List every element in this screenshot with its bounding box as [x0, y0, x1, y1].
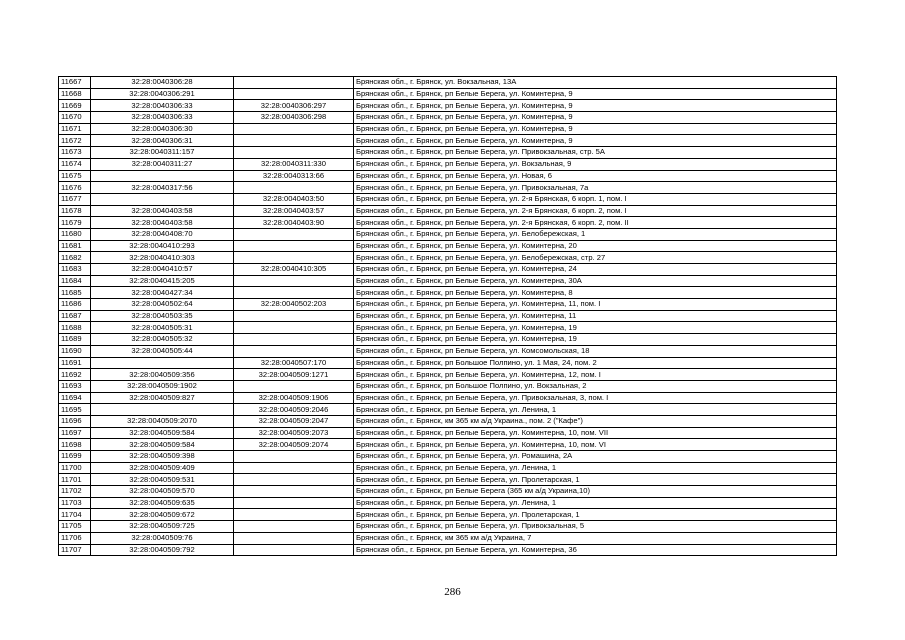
address-cell: Брянская обл., г. Брянск, рп Белые Берега, ул. Коминтерна, 36	[354, 544, 837, 556]
row-number-cell: 11671	[59, 123, 91, 135]
row-number-cell: 11699	[59, 451, 91, 463]
table-row	[59, 252, 837, 264]
cadastral-number-cell: 32:28:0040509:792	[91, 544, 234, 556]
row-number-cell: 11672	[59, 135, 91, 147]
address-cell: Брянская обл., г. Брянск, рп Белые Берега, ул. Вокзальная, 9	[354, 158, 837, 170]
building-number-cell	[234, 275, 354, 287]
address-cell: Брянская обл., г. Брянск, рп Белые Берега, ул. Привокзальная, стр. 5А	[354, 147, 837, 159]
address-cell: Брянская обл., г. Брянск, рп Белые Берега, ул. 2-я Брянская, 6 корп. 2, пом. II	[354, 217, 837, 229]
building-number-cell	[234, 182, 354, 194]
cadastral-number-cell: 32:28:0040509:356	[91, 369, 234, 381]
row-number-cell: 11674	[59, 158, 91, 170]
row-number-cell: 11681	[59, 240, 91, 252]
building-number-cell	[234, 474, 354, 486]
row-number-cell: 11702	[59, 486, 91, 498]
building-number-cell: 32:28:0040403:90	[234, 217, 354, 229]
address-cell: Брянская обл., г. Брянск, рп Белые Берега, ул. Коминтерна, 8	[354, 287, 837, 299]
row-number-cell: 11698	[59, 439, 91, 451]
row-number-cell: 11676	[59, 182, 91, 194]
row-number-cell: 11689	[59, 334, 91, 346]
cadastral-number-cell: 32:28:0040415:205	[91, 275, 234, 287]
cadastral-number-cell	[91, 193, 234, 205]
address-cell: Брянская обл., г. Брянск, рп Белые Берега, ул. Коминтерна, 9	[354, 88, 837, 100]
table-row	[59, 462, 837, 474]
building-number-cell: 32:28:0040509:2073	[234, 427, 354, 439]
registry-table-body	[59, 77, 837, 556]
table-row	[59, 135, 837, 147]
address-cell: Брянская обл., г. Брянск, рп Белые Берега, ул. Пролетарская, 1	[354, 474, 837, 486]
building-number-cell	[234, 544, 354, 556]
address-cell: Брянская обл., г. Брянск, рп Белые Берега, ул. 2-я Брянская, 6 корп. 2, пом. I	[354, 205, 837, 217]
cadastral-number-cell: 32:28:0040509:672	[91, 509, 234, 521]
cadastral-number-cell: 32:28:0040505:44	[91, 345, 234, 357]
row-number-cell: 11691	[59, 357, 91, 369]
table-row	[59, 474, 837, 486]
row-number-cell: 11670	[59, 112, 91, 124]
table-row	[59, 404, 837, 416]
row-number-cell: 11703	[59, 497, 91, 509]
address-cell: Брянская обл., г. Брянск, рп Белые Берега, ул. Пролетарская, 1	[354, 509, 837, 521]
table-row	[59, 380, 837, 392]
table-row	[59, 240, 837, 252]
table-row	[59, 77, 837, 89]
row-number-cell: 11686	[59, 299, 91, 311]
building-number-cell: 32:28:0040410:305	[234, 264, 354, 276]
row-number-cell: 11700	[59, 462, 91, 474]
building-number-cell	[234, 88, 354, 100]
table-row	[59, 427, 837, 439]
table-row	[59, 112, 837, 124]
page-number: 286	[444, 586, 461, 598]
cadastral-number-cell: 32:28:0040306:30	[91, 123, 234, 135]
table-row	[59, 451, 837, 463]
building-number-cell: 32:28:0040306:298	[234, 112, 354, 124]
address-cell: Брянская обл., г. Брянск, рп Белые Берега, ул. Коминтерна, 10, пом. VI	[354, 439, 837, 451]
address-cell: Брянская обл., г. Брянск, рп Белые Берега, ул. Коминтерна, 9	[354, 112, 837, 124]
cadastral-number-cell: 32:28:0040509:635	[91, 497, 234, 509]
building-number-cell	[234, 462, 354, 474]
table-row	[59, 521, 837, 533]
cadastral-number-cell: 32:28:0040403:58	[91, 217, 234, 229]
row-number-cell: 11667	[59, 77, 91, 89]
building-number-cell	[234, 240, 354, 252]
address-cell: Брянская обл., г. Брянск, рп Белые Берега, ул. Комсомольская, 18	[354, 345, 837, 357]
cadastral-number-cell: 32:28:0040427:34	[91, 287, 234, 299]
address-cell: Брянская обл., г. Брянск, рп Белые Берега, ул. Ромашина, 2А	[354, 451, 837, 463]
cadastral-number-cell: 32:28:0040509:76	[91, 532, 234, 544]
cadastral-number-cell: 32:28:0040509:725	[91, 521, 234, 533]
row-number-cell: 11685	[59, 287, 91, 299]
table-row	[59, 544, 837, 556]
building-number-cell	[234, 287, 354, 299]
table-row	[59, 287, 837, 299]
address-cell: Брянская обл., г. Брянск, рп Белые Берега, ул. Коминтерна, 9	[354, 135, 837, 147]
address-cell: Брянская обл., г. Брянск, рп Большое Полпино, ул. 1 Мая, 24, пом. 2	[354, 357, 837, 369]
row-number-cell: 11694	[59, 392, 91, 404]
table-row	[59, 205, 837, 217]
table-row	[59, 123, 837, 135]
building-number-cell: 32:28:0040306:297	[234, 100, 354, 112]
building-number-cell	[234, 451, 354, 463]
table-row	[59, 334, 837, 346]
address-cell: Брянская обл., г. Брянск, рп Белые Берега, ул. Ленина, 1	[354, 497, 837, 509]
cadastral-number-cell	[91, 170, 234, 182]
building-number-cell	[234, 486, 354, 498]
row-number-cell: 11687	[59, 310, 91, 322]
building-number-cell	[234, 497, 354, 509]
table-row	[59, 264, 837, 276]
row-number-cell: 11701	[59, 474, 91, 486]
table-row	[59, 275, 837, 287]
row-number-cell: 11673	[59, 147, 91, 159]
cadastral-number-cell: 32:28:0040410:293	[91, 240, 234, 252]
row-number-cell: 11697	[59, 427, 91, 439]
cadastral-number-cell: 32:28:0040306:28	[91, 77, 234, 89]
row-number-cell: 11678	[59, 205, 91, 217]
building-number-cell: 32:28:0040403:57	[234, 205, 354, 217]
address-cell: Брянская обл., г. Брянск, ул. Вокзальная, 13А	[354, 77, 837, 89]
address-cell: Брянская обл., г. Брянск, рп Белые Берега, ул. Привокзальная, 3, пом. I	[354, 392, 837, 404]
building-number-cell	[234, 135, 354, 147]
address-cell: Брянская обл., г. Брянск, рп Белые Берега (365 км а/д Украина,10)	[354, 486, 837, 498]
cadastral-number-cell: 32:28:0040410:57	[91, 264, 234, 276]
table-row	[59, 497, 837, 509]
cadastral-number-cell: 32:28:0040503:35	[91, 310, 234, 322]
address-cell: Брянская обл., г. Брянск, рп Белые Берега, ул. Ленина, 1	[354, 404, 837, 416]
row-number-cell: 11675	[59, 170, 91, 182]
address-cell: Брянская обл., г. Брянск, рп Белые Берега, ул. Коминтерна, 30А	[354, 275, 837, 287]
cadastral-number-cell: 32:28:0040410:303	[91, 252, 234, 264]
table-row	[59, 357, 837, 369]
table-row	[59, 392, 837, 404]
building-number-cell: 32:28:0040502:203	[234, 299, 354, 311]
building-number-cell	[234, 322, 354, 334]
cadastral-number-cell: 32:28:0040509:827	[91, 392, 234, 404]
building-number-cell	[234, 77, 354, 89]
cadastral-number-cell	[91, 404, 234, 416]
cadastral-number-cell: 32:28:0040311:27	[91, 158, 234, 170]
address-cell: Брянская обл., г. Брянск, рп Белые Берега, ул. Новая, 6	[354, 170, 837, 182]
cadastral-number-cell: 32:28:0040403:58	[91, 205, 234, 217]
building-number-cell: 32:28:0040509:2074	[234, 439, 354, 451]
table-row	[59, 217, 837, 229]
building-number-cell	[234, 345, 354, 357]
cadastral-number-cell: 32:28:0040317:56	[91, 182, 234, 194]
cadastral-number-cell: 32:28:0040509:2070	[91, 415, 234, 427]
building-number-cell: 32:28:0040403:50	[234, 193, 354, 205]
table-row	[59, 322, 837, 334]
row-number-cell: 11680	[59, 228, 91, 240]
row-number-cell: 11679	[59, 217, 91, 229]
cadastral-number-cell: 32:28:0040509:584	[91, 427, 234, 439]
row-number-cell: 11706	[59, 532, 91, 544]
cadastral-number-cell: 32:28:0040509:584	[91, 439, 234, 451]
building-number-cell: 32:28:0040509:2047	[234, 415, 354, 427]
cadastral-number-cell: 32:28:0040311:157	[91, 147, 234, 159]
registry-table	[58, 76, 837, 556]
building-number-cell	[234, 532, 354, 544]
table-row	[59, 486, 837, 498]
row-number-cell: 11696	[59, 415, 91, 427]
row-number-cell: 11684	[59, 275, 91, 287]
cadastral-number-cell: 32:28:0040306:31	[91, 135, 234, 147]
building-number-cell	[234, 310, 354, 322]
table-row	[59, 88, 837, 100]
building-number-cell: 32:28:0040311:330	[234, 158, 354, 170]
table-row	[59, 310, 837, 322]
address-cell: Брянская обл., г. Брянск, рп Белые Берега, ул. Коминтерна, 24	[354, 264, 837, 276]
address-cell: Брянская обл., г. Брянск, рп Белые Берега, ул. Коминтерна, 19	[354, 322, 837, 334]
address-cell: Брянская обл., г. Брянск, рп Белые Берега, ул. Коминтерна, 9	[354, 123, 837, 135]
cadastral-number-cell: 32:28:0040509:398	[91, 451, 234, 463]
table-row	[59, 415, 837, 427]
address-cell: Брянская обл., г. Брянск, рп Белые Берега, ул. Коминтерна, 10, пом. VII	[354, 427, 837, 439]
building-number-cell: 32:28:0040507:170	[234, 357, 354, 369]
cadastral-number-cell: 32:28:0040509:1902	[91, 380, 234, 392]
address-cell: Брянская обл., г. Брянск, рп Белые Берега, ул. Коминтерна, 19	[354, 334, 837, 346]
building-number-cell	[234, 123, 354, 135]
table-row	[59, 299, 837, 311]
table-row	[59, 439, 837, 451]
cadastral-number-cell	[91, 357, 234, 369]
table-row	[59, 193, 837, 205]
building-number-cell: 32:28:0040313:66	[234, 170, 354, 182]
table-row	[59, 100, 837, 112]
row-number-cell: 11707	[59, 544, 91, 556]
table-row	[59, 369, 837, 381]
building-number-cell: 32:28:0040509:1906	[234, 392, 354, 404]
table-row	[59, 147, 837, 159]
address-cell: Брянская обл., г. Брянск, рп Белые Берега, ул. Привокзальная, 5	[354, 521, 837, 533]
building-number-cell: 32:28:0040509:1271	[234, 369, 354, 381]
cadastral-number-cell: 32:28:0040505:32	[91, 334, 234, 346]
building-number-cell	[234, 334, 354, 346]
row-number-cell: 11669	[59, 100, 91, 112]
row-number-cell: 11704	[59, 509, 91, 521]
row-number-cell: 11692	[59, 369, 91, 381]
cadastral-number-cell: 32:28:0040408:70	[91, 228, 234, 240]
row-number-cell: 11688	[59, 322, 91, 334]
address-cell: Брянская обл., г. Брянск, рп Белые Берега, ул. Коминтерна, 9	[354, 100, 837, 112]
cadastral-number-cell: 32:28:0040509:570	[91, 486, 234, 498]
cadastral-number-cell: 32:28:0040306:33	[91, 112, 234, 124]
cadastral-number-cell: 32:28:0040306:291	[91, 88, 234, 100]
address-cell: Брянская обл., г. Брянск, рп Белые Берега, ул. Привокзальная, 7а	[354, 182, 837, 194]
building-number-cell	[234, 252, 354, 264]
cadastral-number-cell: 32:28:0040306:33	[91, 100, 234, 112]
row-number-cell: 11690	[59, 345, 91, 357]
address-cell: Брянская обл., г. Брянск, рп Белые Берега, ул. Коминтерна, 11, пом. I	[354, 299, 837, 311]
building-number-cell	[234, 380, 354, 392]
row-number-cell: 11677	[59, 193, 91, 205]
address-cell: Брянская обл., г. Брянск, км 365 км а/д Украина, 7	[354, 532, 837, 544]
building-number-cell	[234, 521, 354, 533]
address-cell: Брянская обл., г. Брянск, рп Белые Берега, ул. Белобережская, стр. 27	[354, 252, 837, 264]
building-number-cell	[234, 228, 354, 240]
table-row	[59, 158, 837, 170]
cadastral-number-cell: 32:28:0040505:31	[91, 322, 234, 334]
row-number-cell: 11668	[59, 88, 91, 100]
address-cell: Брянская обл., г. Брянск, рп Белые Берега, ул. Коминтерна, 20	[354, 240, 837, 252]
table-row	[59, 182, 837, 194]
building-number-cell	[234, 147, 354, 159]
building-number-cell	[234, 509, 354, 521]
address-cell: Брянская обл., г. Брянск, рп Белые Берега, ул. Белобережская, 1	[354, 228, 837, 240]
cadastral-number-cell: 32:28:0040509:531	[91, 474, 234, 486]
table-row	[59, 345, 837, 357]
table-row	[59, 170, 837, 182]
table-row	[59, 509, 837, 521]
address-cell: Брянская обл., г. Брянск, рп Белые Берега, ул. Ленина, 1	[354, 462, 837, 474]
row-number-cell: 11682	[59, 252, 91, 264]
row-number-cell: 11693	[59, 380, 91, 392]
cadastral-number-cell: 32:28:0040509:409	[91, 462, 234, 474]
address-cell: Брянская обл., г. Брянск, рп Белые Берега, ул. Коминтерна, 12, пом. I	[354, 369, 837, 381]
table-row	[59, 228, 837, 240]
cadastral-number-cell: 32:28:0040502:64	[91, 299, 234, 311]
row-number-cell: 11705	[59, 521, 91, 533]
table-row	[59, 532, 837, 544]
address-cell: Брянская обл., г. Брянск, рп Белые Берега, ул. 2-я Брянская, 6 корп. 1, пом. I	[354, 193, 837, 205]
row-number-cell: 11683	[59, 264, 91, 276]
address-cell: Брянская обл., г. Брянск, км 365 км а/д Украина., пом. 2 ("Кафе")	[354, 415, 837, 427]
address-cell: Брянская обл., г. Брянск, рп Белые Берега, ул. Коминтерна, 11	[354, 310, 837, 322]
address-cell: Брянская обл., г. Брянск, рп Большое Полпино, ул. Вокзальная, 2	[354, 380, 837, 392]
building-number-cell: 32:28:0040509:2046	[234, 404, 354, 416]
row-number-cell: 11695	[59, 404, 91, 416]
